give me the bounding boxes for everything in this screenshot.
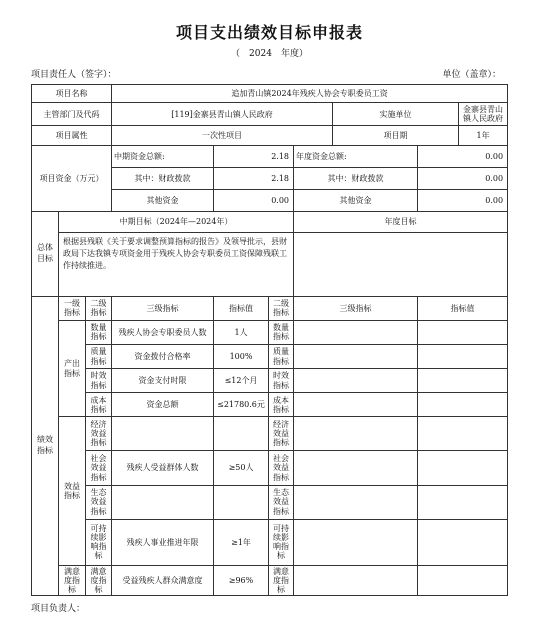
- dept-value: [119]金寨县青山镇人民政府: [112, 103, 333, 126]
- benefit-indicator-label: 效益指标: [59, 417, 86, 566]
- indicator-l2b: 成本指标: [269, 393, 294, 417]
- indicator-l2: 可持续影响指标: [86, 519, 112, 565]
- indicator-valueb: [418, 565, 508, 595]
- indicator-l3: 资金支付时限: [112, 369, 214, 393]
- indicator-l2: 数量指标: [86, 320, 112, 344]
- performance-target-table: [31, 84, 508, 596]
- unit-seal-label: 单位（盖章）：: [442, 70, 501, 80]
- impl-unit-label: 实施单位: [333, 103, 459, 126]
- attr-label: 项目属性: [32, 126, 112, 146]
- indicator-l2b: 质量指标: [269, 344, 294, 368]
- year-fin-value: 0.00: [418, 168, 508, 190]
- indicator-l3b: [294, 519, 418, 565]
- year-other-label: 其他资金: [294, 190, 418, 212]
- mid-goal-header: 中期目标（2024年—2024年）: [59, 212, 294, 232]
- indicator-l3b: [294, 565, 418, 595]
- year-total-label: 年度资金总额:: [294, 146, 418, 168]
- mid-other-value: 0.00: [214, 190, 294, 212]
- project-leader-label: 项目负责人：: [31, 604, 86, 614]
- indicator-l3: 残疾人协会专职委员人数: [112, 320, 214, 344]
- indicator-value: 1人: [214, 320, 269, 344]
- indicator-l3: 受益残疾人群众满意度: [112, 565, 214, 595]
- perf-label: 绩效指标: [32, 296, 59, 595]
- perf-header-l1: 一级指标: [59, 296, 86, 320]
- indicator-valueb: [418, 393, 508, 417]
- period-label: 项目期: [333, 126, 459, 146]
- output-indicator-label: 产出指标: [59, 320, 86, 416]
- indicator-l3b: [294, 485, 418, 519]
- indicator-l3: [112, 417, 214, 451]
- indicator-valueb: [418, 417, 508, 451]
- indicator-value: ≥96%: [214, 565, 269, 595]
- indicator-l2: 成本指标: [86, 393, 112, 417]
- impl-unit-value: 金寨县青山镇人民政府: [459, 103, 508, 126]
- mid-total-value: 2.18: [214, 146, 294, 168]
- mid-other-label: 其他资金: [112, 190, 214, 212]
- year-line: （ 2024 年度）: [231, 49, 308, 59]
- dept-label: 主管部门及代码: [32, 103, 112, 126]
- satisfaction-indicator-label: 满意度指标: [59, 565, 86, 595]
- indicator-l2b: 社会效益指标: [269, 451, 294, 485]
- indicator-l2b: 满意度指标: [269, 565, 294, 595]
- indicator-l3: 残疾人事业推进年限: [112, 519, 214, 565]
- project-name-value: 追加青山镇2024年残疾人协会专职委员工资: [112, 85, 508, 103]
- perf-header-l2b: 二级指标: [269, 296, 294, 320]
- mid-goal-text: 根据县残联《关于要求调整预算指标的报告》及领导批示，县财政局下达我镇专项资金用于残疾人协会专职委员工资保障残联工作持续推进。: [59, 232, 294, 296]
- responsible-label: 项目责任人（签字）：: [31, 70, 117, 80]
- perf-header-l3b: 三级指标: [294, 296, 418, 320]
- indicator-l2b: 可持续影响指标: [269, 519, 294, 565]
- indicator-value: [214, 485, 269, 519]
- perf-header-valueb: 指标值: [418, 296, 508, 320]
- indicator-l3b: [294, 320, 418, 344]
- indicator-valueb: [418, 369, 508, 393]
- indicator-l3: 残疾人受益群体人数: [112, 451, 214, 485]
- indicator-valueb: [418, 451, 508, 485]
- indicator-l3b: [294, 417, 418, 451]
- indicator-l3b: [294, 451, 418, 485]
- indicator-value: ≤21780.6元: [214, 393, 269, 417]
- indicator-l2b: 时效指标: [269, 369, 294, 393]
- indicator-l2: 满意度指标: [86, 565, 112, 595]
- indicator-l3b: [294, 393, 418, 417]
- indicator-l3b: [294, 344, 418, 368]
- indicator-l2: 质量指标: [86, 344, 112, 368]
- year-other-value: 0.00: [418, 190, 508, 212]
- mid-fin-value: 2.18: [214, 168, 294, 190]
- indicator-l3b: [294, 369, 418, 393]
- goals-label: 总体目标: [32, 212, 59, 296]
- mid-total-label: 中期资金总额:: [112, 146, 214, 168]
- indicator-value: ≤12个月: [214, 369, 269, 393]
- project-name-label: 项目名称: [32, 85, 112, 103]
- period-value: 1年: [459, 126, 508, 146]
- perf-header-value: 指标值: [214, 296, 269, 320]
- indicator-l3: 资金总额: [112, 393, 214, 417]
- indicator-l2: 生态效益指标: [86, 485, 112, 519]
- attr-value: 一次性项目: [112, 126, 333, 146]
- indicator-valueb: [418, 320, 508, 344]
- year-total-value: 0.00: [418, 146, 508, 168]
- indicator-l2: 时效指标: [86, 369, 112, 393]
- indicator-value: ≥50人: [214, 451, 269, 485]
- indicator-l2: 社会效益指标: [86, 451, 112, 485]
- year-goal-text: [294, 232, 508, 296]
- indicator-l2: 经济效益指标: [86, 417, 112, 451]
- indicator-l3: 资金拨付合格率: [112, 344, 214, 368]
- perf-header-l3: 三级指标: [112, 296, 214, 320]
- indicator-valueb: [418, 519, 508, 565]
- indicator-l2b: 经济效益指标: [269, 417, 294, 451]
- year-goal-header: 年度目标: [294, 212, 508, 232]
- indicator-valueb: [418, 485, 508, 519]
- indicator-l3: [112, 485, 214, 519]
- mid-fin-label: 其中：财政拨款: [112, 168, 214, 190]
- indicator-value: 100%: [214, 344, 269, 368]
- perf-header-l2: 二级指标: [86, 296, 112, 320]
- indicator-value: ≥1年: [214, 519, 269, 565]
- indicator-l2b: 数量指标: [269, 320, 294, 344]
- indicator-l2b: 生态效益指标: [269, 485, 294, 519]
- fund-label: 项目资金（万元）: [32, 146, 112, 212]
- page-title: 项目支出绩效目标申报表: [175, 23, 363, 42]
- year-fin-label: 其中：财政拨款: [294, 168, 418, 190]
- indicator-value: [214, 417, 269, 451]
- indicator-valueb: [418, 344, 508, 368]
